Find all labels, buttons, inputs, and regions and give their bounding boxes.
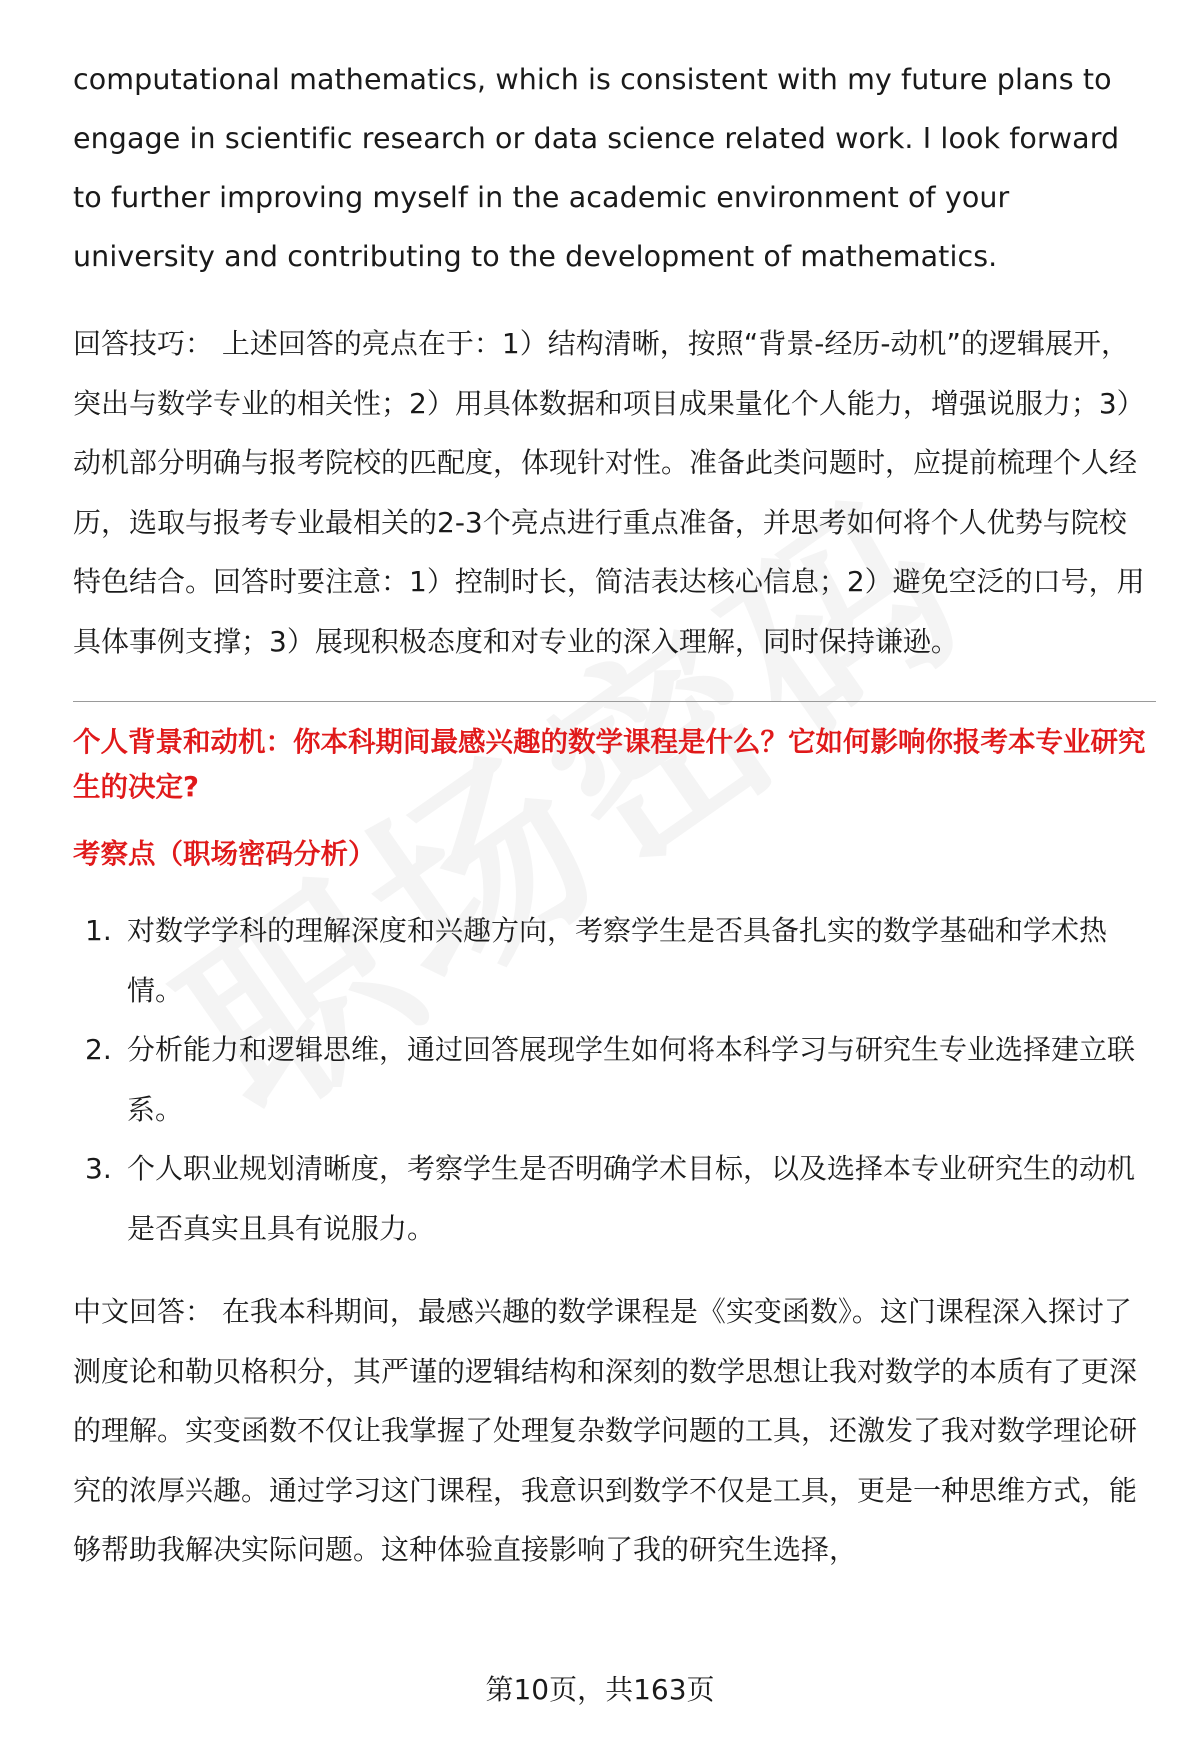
analysis-points-list [73,901,1153,1258]
list-item-text: 个人职业规划清晰度，考察学生是否明确学术目标，以及选择本专业研究生的动机是否真实且具有说服力。 [127,1152,1136,1245]
section-divider [73,701,1156,702]
answer-tips-paragraph: 回答技巧： 上述回答的亮点在于：1）结构清晰，按照“背景-经历-动机”的逻辑展开，突出与数学专业的相关性；2）用具体数据和项目成果量化个人能力，增强说服力；3）动机部分明确与报考院校的匹配度，体现针对性。准备此类问题时，应提前梳理个人经历，选取与报考专业最相关的2-3个亮点进行重点准备，并思考如何将个人优势与院校特色结合。回答时要注意：1）控制时长，简洁表达核心信息；2）避免空泛的口号，用具体事例支撑；3）展现积极态度和对专业的深入理解，同时保持谦逊。 [73,327,1145,658]
list-item-number: 2. [85,1033,112,1066]
list-item-text: 分析能力和逻辑思维，通过回答展现学生如何将本科学习与研究生专业选择建立联系。 [127,1033,1136,1126]
list-item [73,1139,1153,1258]
page-content [73,50,1153,1580]
analysis-heading: 考察点（职场密码分析） [73,838,376,870]
chinese-answer-paragraph: 中文回答： 在我本科期间，最感兴趣的数学课程是《实变函数》。这门课程深入探讨了测度论和勒贝格积分，其严谨的逻辑结构和深刻的数学思想让我对数学的本质有了更深的理解。实变函数不仅让我掌握了处理复杂数学问题的工具，还激发了我对数学理论研究的浓厚兴趣。通过学习这门课程，我意识到数学不仅是工具，更是一种思维方式，能够帮助我解决实际问题。这种体验直接影响了我的研究生选择， [73,1295,1138,1566]
list-item-text: 对数学学科的理解深度和兴趣方向，考察学生是否具备扎实的数学基础和学术热情。 [127,914,1108,1007]
list-item-number: 1. [85,914,112,947]
list-item [73,1020,1153,1139]
intro-english-paragraph: computational mathematics, which is consistent with my future plans to engage in scientific research or data science related work. I look forward to further improving myself in the academic environment of your university and contributing to the development of mathematics. [73,63,1120,273]
list-item-number: 3. [85,1152,112,1185]
page-number-footer: 第10页，共163页 [485,1673,715,1706]
list-item [73,901,1153,1020]
question-heading: 个人背景和动机：你本科期间最感兴趣的数学课程是什么？它如何影响你报考本专业研究生的决定? [73,726,1146,803]
